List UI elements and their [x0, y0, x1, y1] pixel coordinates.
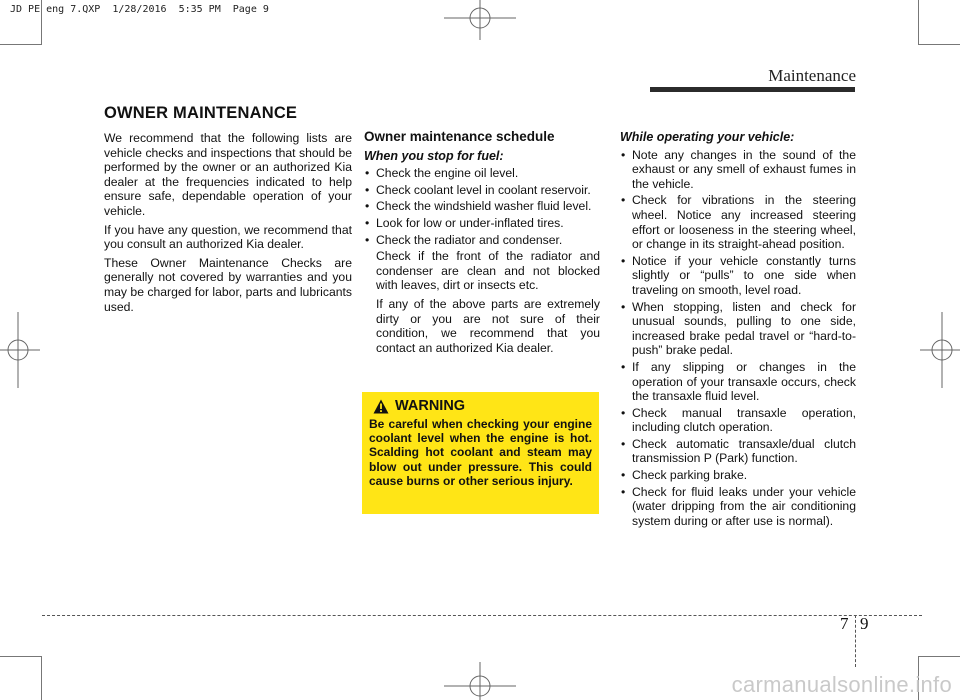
intro-paragraph: These Owner Maintenance Checks are generally not covered by warranties and you may be charged for labor, parts and lubricants used.: [104, 255, 352, 314]
page-title: OWNER MAINTENANCE: [104, 104, 298, 122]
intro-column: [104, 131, 352, 318]
schedule-column: [364, 130, 600, 359]
registration-mark-bottom: [444, 662, 516, 700]
footer-page-divider: [855, 615, 856, 667]
fuel-stop-heading: When you stop for fuel:: [364, 148, 504, 163]
list-item: • Note any changes in the sound of the exhaust or any smell of exhaust fumes in the vehicle.: [620, 148, 856, 192]
list-item: • Check for fluid leaks under your vehicle (water dripping from the air conditioning system during or after use is normal).: [620, 485, 856, 529]
radiator-note: Check if the front of the radiator and condenser are clean and not blocked with leaves, dirt or insects etc.: [376, 249, 600, 293]
list-item: • If any slipping or changes in the operation of your transaxle occurs, check the transaxle fluid level.: [620, 360, 856, 404]
radiator-note: If any of the above parts are extremely dirty or you are not sure of their condition, we recommend that you contact an authorized Kia dealer.: [376, 296, 600, 355]
list-item: • Check the engine oil level.: [364, 166, 600, 181]
list-item: • Check coolant level in coolant reservoir.: [364, 183, 600, 198]
registration-mark-left: [0, 312, 40, 388]
list-item: • Look for low or under-inflated tires.: [364, 216, 600, 231]
footer-divider: [42, 615, 922, 616]
registration-mark-right: [920, 312, 960, 388]
operating-column: [620, 130, 856, 530]
intro-paragraph: We recommend that the following lists are vehicle checks and inspections that should be performed by the owner or an authorized Kia dealer at the frequencies indicated to help ensure safe, dependable operation of your vehicle.: [104, 131, 352, 218]
list-item: • Check parking brake.: [620, 468, 856, 483]
list-item: • Check automatic transaxle/dual clutch transmission P (Park) function.: [620, 437, 856, 466]
list-item: • Check for vibrations in the steering wheel. Notice any increased steering effort or looseness in the steering wheel, or change in its straight-ahead position.: [620, 193, 856, 251]
list-item: • When stopping, listen and check for unusual sounds, pulling to one side, increased brake pedal travel or “hard-to-push” brake pedal.: [620, 300, 856, 358]
watermark: carmanualsonline.info: [731, 672, 952, 697]
operating-list: [620, 148, 856, 529]
chapter-number: 7: [840, 614, 849, 633]
schedule-heading: Owner maintenance schedule: [364, 129, 555, 144]
page-number: 9: [860, 614, 869, 633]
fuel-stop-list: [364, 166, 600, 247]
print-header: JD PE eng 7.QXP 1/28/2016 5:35 PM Page 9: [10, 4, 269, 15]
list-item: • Check the windshield washer fluid level.: [364, 199, 600, 214]
registration-mark-top: [444, 0, 516, 40]
warning-box: [362, 392, 599, 514]
warning-triangle-icon: [373, 399, 389, 414]
list-item: • Notice if your vehicle constantly turns slightly or “pulls” to one side when traveling on smooth, level road.: [620, 254, 856, 298]
section-label: Maintenance: [768, 66, 856, 85]
list-item: • Check manual transaxle operation, including clutch operation.: [620, 406, 856, 435]
warning-title: WARNING: [395, 398, 466, 414]
list-item: • Check the radiator and condenser.: [364, 233, 600, 248]
intro-paragraph: If you have any question, we recommend that you consult an authorized Kia dealer.: [104, 222, 352, 252]
warning-text: Be careful when checking your engine coolant level when the engine is hot. Scalding hot coolant and steam may blow out under pressure. This could cause burns or other serious injury.: [369, 417, 592, 488]
operating-heading: While operating your vehicle:: [620, 130, 795, 144]
header-bar: [650, 87, 855, 92]
warning-header: [373, 398, 592, 414]
